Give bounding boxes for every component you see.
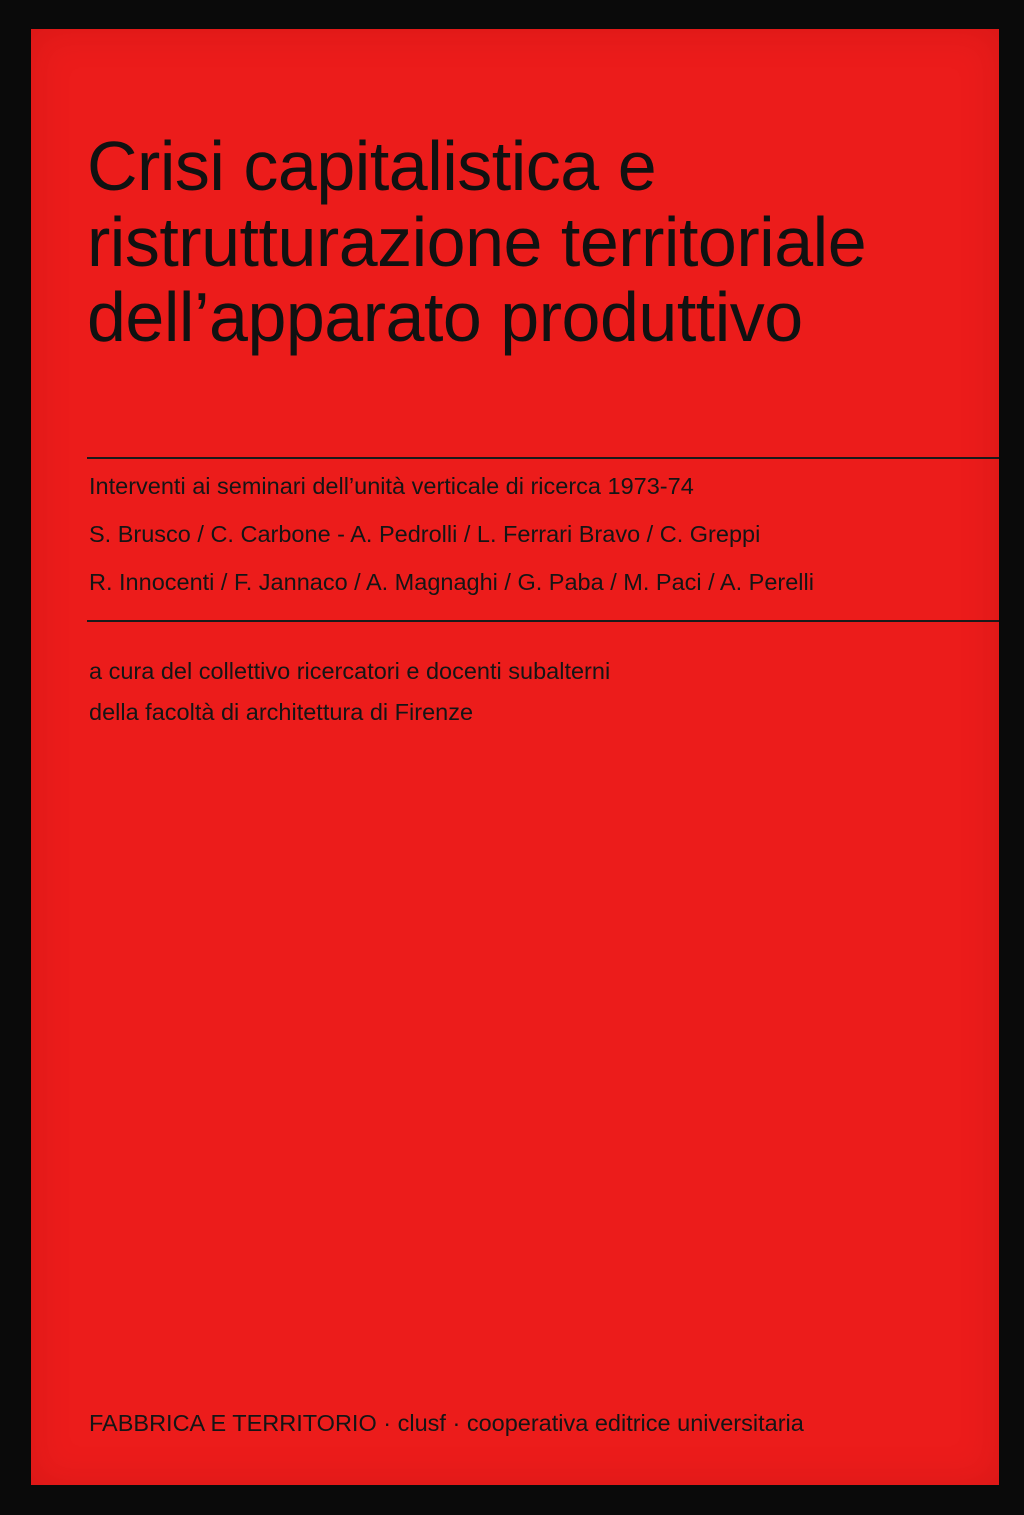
- title-line-1: Crisi capitalistica e: [87, 127, 657, 205]
- editor-line-1: a cura del collettivo ricercatori e docenti subalterni: [89, 658, 611, 684]
- title-line-3: dell’apparato produttivo: [87, 278, 803, 357]
- book-title: [87, 129, 866, 356]
- publisher-line: FABBRICA E TERRITORIO · clusf · cooperativa editrice universitaria: [89, 1410, 804, 1436]
- editor-line-2: della facoltà di architettura di Firenze: [89, 699, 474, 725]
- seminar-subtitle: Interventi ai seminari dell’unità verticale di ricerca 1973-74: [89, 473, 694, 499]
- book-cover: [31, 29, 999, 1485]
- divider-bottom: [87, 620, 999, 622]
- divider-top: [87, 457, 999, 459]
- authors-line-2: R. Innocenti / F. Jannaco / A. Magnaghi / G. Paba / M. Paci / A. Perelli: [89, 569, 814, 595]
- authors-line-1: S. Brusco / C. Carbone - A. Pedrolli / L. Ferrari Bravo / C. Greppi: [89, 521, 761, 547]
- title-line-2: ristrutturazione territoriale: [87, 202, 867, 281]
